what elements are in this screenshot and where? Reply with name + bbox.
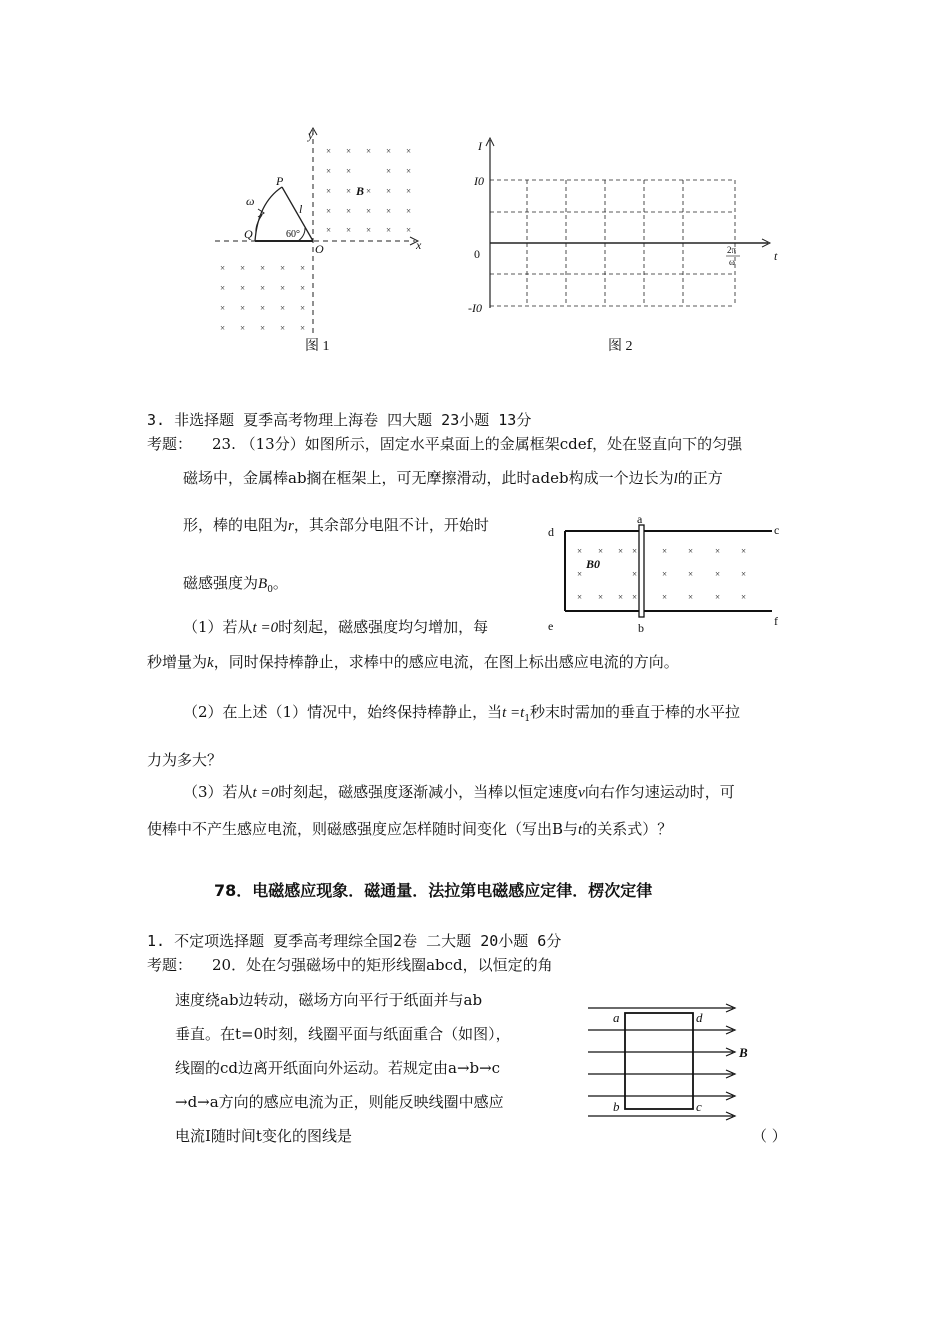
label-angle: 60° xyxy=(286,229,300,240)
svg-text:×: × xyxy=(386,206,392,216)
svg-text:×: × xyxy=(366,146,372,156)
svg-text:×: × xyxy=(386,186,392,196)
figure-2-caption: 图 2 xyxy=(608,339,633,354)
label-t: t xyxy=(774,249,778,263)
svg-text:×: × xyxy=(688,569,694,579)
svg-text:×: × xyxy=(326,206,332,216)
svg-text:×: × xyxy=(346,206,352,216)
svg-text:×: × xyxy=(662,569,668,579)
svg-text:×: × xyxy=(260,323,266,333)
svg-text:×: × xyxy=(688,592,694,602)
problem1-line1: 20．处在匀强磁场中的矩形线圈abcd，以恒定的角 xyxy=(212,956,553,974)
svg-text:×: × xyxy=(280,283,286,293)
svg-text:×: × xyxy=(741,546,747,556)
svg-text:×: × xyxy=(632,592,638,602)
svg-text:×: × xyxy=(386,225,392,235)
svg-text:×: × xyxy=(220,303,226,313)
problem3-frame-diagram xyxy=(540,512,790,637)
svg-text:×: × xyxy=(618,546,624,556)
svg-text:×: × xyxy=(240,263,246,273)
label-period-num: 2π xyxy=(727,245,737,255)
label-b: B xyxy=(356,184,365,198)
svg-text:×: × xyxy=(662,592,668,602)
svg-text:×: × xyxy=(326,225,332,235)
svg-text:×: × xyxy=(240,283,246,293)
problem3-line1: 23. （13分）如图所示，固定水平桌面上的金属框架cdef，处在竖直向下的匀强 xyxy=(212,435,743,453)
problem3-q1-line2: 秒增量为k，同时保持棒静止，求棒中的感应电流，在图上标出感应电流的方向。 xyxy=(147,653,679,671)
svg-text:×: × xyxy=(366,186,372,196)
svg-text:×: × xyxy=(326,146,332,156)
svg-text:×: × xyxy=(406,225,412,235)
svg-text:×: × xyxy=(300,263,306,273)
label-b: b xyxy=(638,621,644,635)
svg-text:×: × xyxy=(346,225,352,235)
svg-text:×: × xyxy=(220,283,226,293)
svg-text:×: × xyxy=(280,263,286,273)
svg-text:×: × xyxy=(300,283,306,293)
answer-bracket: （ ） xyxy=(752,1127,787,1145)
figure-2-diagram xyxy=(460,130,790,360)
label-period-den: ω xyxy=(729,257,735,267)
svg-text:×: × xyxy=(346,186,352,196)
label-i0: I0 xyxy=(474,174,484,188)
svg-text:×: × xyxy=(300,303,306,313)
label-i: I xyxy=(478,139,482,153)
label-c: c xyxy=(774,523,780,537)
svg-text:×: × xyxy=(577,569,583,579)
svg-text:×: × xyxy=(632,546,638,556)
label-B: B xyxy=(739,1045,748,1060)
label-a: a xyxy=(637,512,643,526)
problem1-line6: 电流I随时间t变化的图线是 xyxy=(175,1127,352,1145)
svg-text:×: × xyxy=(406,166,412,176)
svg-text:×: × xyxy=(662,546,668,556)
problem3-q2-line1: （2）在上述（1）情况中，始终保持棒静止，当$t =t_1$秒末时需加的垂直于棒的水平拉 xyxy=(183,703,741,724)
svg-text:×: × xyxy=(741,592,747,602)
label-f: f xyxy=(774,614,778,628)
svg-text:×: × xyxy=(577,592,583,602)
label-zero: 0 xyxy=(474,247,480,261)
svg-text:×: × xyxy=(577,546,583,556)
label-x: x xyxy=(416,238,422,252)
svg-text:×: × xyxy=(406,206,412,216)
problem3-line2: 磁场中，金属棒ab搁在框架上，可无摩擦滑动，此时adeb构成一个边长为l的正方 xyxy=(183,469,723,487)
label-q: Q xyxy=(244,227,253,241)
section-78-title: 78．电磁感应现象．磁通量．法拉第电磁感应定律．楞次定律 xyxy=(214,881,653,900)
label-l: l xyxy=(299,202,303,216)
problem3-q3-line2: 使棒中不产生感应电流，则磁感强度应怎样随时间变化（写出B与t的关系式）？ xyxy=(147,820,673,838)
problem1-kaoti: 考题： xyxy=(147,956,193,974)
svg-text:×: × xyxy=(632,569,638,579)
problem1-line2: 速度绕ab边转动，磁场方向平行于纸面并与ab xyxy=(175,991,483,1009)
svg-text:×: × xyxy=(240,323,246,333)
problem1-coil-diagram xyxy=(583,998,773,1123)
svg-text:×: × xyxy=(406,186,412,196)
svg-text:×: × xyxy=(715,569,721,579)
svg-text:×: × xyxy=(406,146,412,156)
problem3-line4: 磁感强度为$B_0$。 xyxy=(183,574,288,595)
problem1-line5: →d→a方向的感应电流为正，则能反映线圈中感应 xyxy=(175,1093,504,1111)
svg-text:×: × xyxy=(260,303,266,313)
svg-text:×: × xyxy=(220,323,226,333)
svg-text:×: × xyxy=(366,206,372,216)
svg-text:×: × xyxy=(260,283,266,293)
svg-text:×: × xyxy=(366,225,372,235)
figure-1-diagram xyxy=(200,125,440,360)
label-d: d xyxy=(696,1010,703,1025)
label-d: d xyxy=(548,525,554,539)
label-e: e xyxy=(548,619,554,633)
problem3-q3-line1: （3）若从t =0时刻起，磁感强度逐渐减小，当棒以恒定速度v向右作匀速运动时，可 xyxy=(183,783,735,801)
svg-text:×: × xyxy=(386,146,392,156)
label-omega: ω xyxy=(246,194,255,208)
svg-text:×: × xyxy=(386,166,392,176)
svg-text:×: × xyxy=(715,546,721,556)
problem3-q1-line1: （1）若从t =0时刻起，磁感强度均匀增加，每 xyxy=(183,618,489,636)
svg-text:×: × xyxy=(598,546,604,556)
problem3-q2-line2: 力为多大？ xyxy=(147,751,223,769)
label-b: b xyxy=(613,1099,620,1114)
svg-text:×: × xyxy=(280,303,286,313)
svg-text:×: × xyxy=(598,592,604,602)
label-y: y xyxy=(308,128,314,142)
svg-text:×: × xyxy=(260,263,266,273)
svg-text:×: × xyxy=(688,546,694,556)
svg-text:×: × xyxy=(326,186,332,196)
problem3-line3: 形，棒的电阻为r，其余部分电阻不计，开始时 xyxy=(183,516,489,534)
svg-text:×: × xyxy=(741,569,747,579)
svg-text:×: × xyxy=(346,146,352,156)
label-b0: B0 xyxy=(586,557,601,571)
problem1-line4: 线圈的cd边离开纸面向外运动。若规定由a→b→c xyxy=(175,1059,501,1077)
problem1-line3: 垂直。在t=0时刻，线圈平面与纸面重合（如图）， xyxy=(175,1025,511,1043)
svg-text:×: × xyxy=(280,323,286,333)
figure-1-caption: 图 1 xyxy=(305,339,330,354)
svg-text:×: × xyxy=(715,592,721,602)
problem3-header: 3. 非选择题 夏季高考物理上海卷 四大题 23小题 13分 xyxy=(147,411,532,429)
svg-text:×: × xyxy=(240,303,246,313)
svg-text:×: × xyxy=(220,263,226,273)
label-a: a xyxy=(613,1010,620,1025)
label-c: c xyxy=(696,1099,702,1114)
svg-text:×: × xyxy=(326,166,332,176)
svg-text:×: × xyxy=(346,166,352,176)
label-o: O xyxy=(315,242,324,256)
svg-text:×: × xyxy=(618,592,624,602)
label-neg-i0: -I0 xyxy=(468,301,482,315)
svg-text:×: × xyxy=(300,323,306,333)
problem1-header: 1. 不定项选择题 夏季高考理综全国2卷 二大题 20小题 6分 xyxy=(147,932,562,950)
label-p: P xyxy=(276,174,284,188)
problem3-kaoti: 考题： xyxy=(147,435,193,453)
